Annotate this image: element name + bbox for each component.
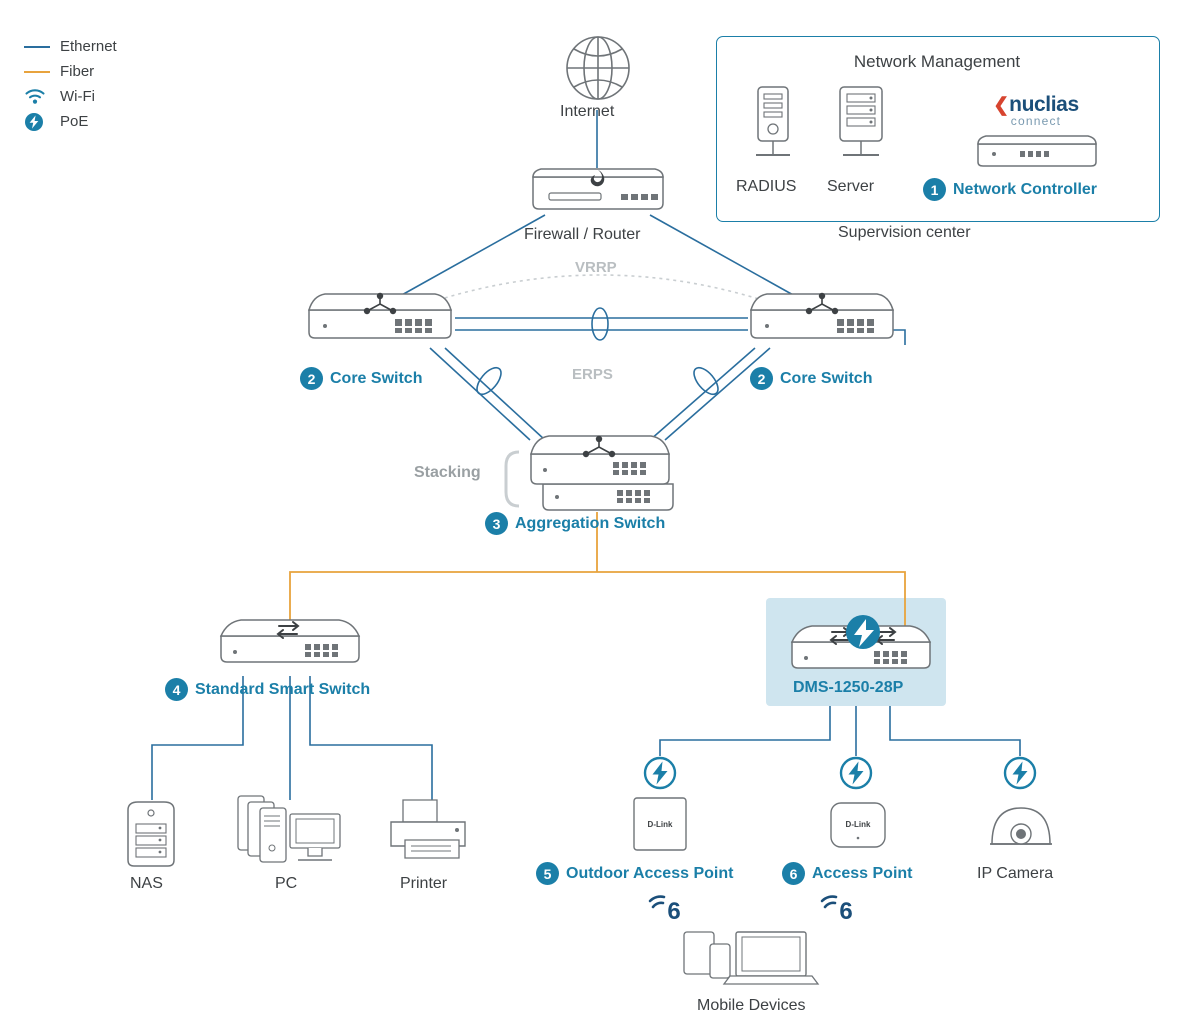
- core-switch-left-caption: [300, 367, 422, 390]
- aggregation-switch-caption: [485, 512, 665, 535]
- legend-item-wifi: [24, 84, 204, 109]
- firewall-label: Firewall / Router: [524, 226, 641, 243]
- standard-smart-switch-caption: [165, 678, 370, 701]
- standard-smart-switch-label: Standard Smart Switch: [195, 680, 371, 698]
- mobile-devices-label: Mobile Devices: [697, 997, 806, 1014]
- server-label: Server: [827, 178, 875, 195]
- svg-text:6: 6: [667, 898, 681, 923]
- core-switch-right-icon: [745, 288, 899, 351]
- stacking-label: Stacking: [414, 464, 481, 481]
- badge-3: 3: [485, 512, 508, 535]
- svg-text:D-Link: D-Link: [845, 820, 871, 829]
- legend: [24, 34, 204, 134]
- nuclias-sub: connect: [1010, 114, 1062, 128]
- radius-label: RADIUS: [736, 178, 797, 195]
- wifi-icon: [24, 88, 60, 105]
- poe-icon-outdoor-ap: [643, 756, 677, 795]
- printer-icon: [385, 796, 481, 871]
- link-core-right-agg-a: [665, 348, 770, 440]
- access-point-icon: [828, 800, 888, 855]
- badge-1: 1: [923, 178, 946, 201]
- svg-text:6: 6: [839, 898, 853, 923]
- network-controller-caption: [923, 178, 1097, 201]
- core-switch-left-label: Core Switch: [330, 369, 423, 387]
- core-switch-left-icon: [303, 288, 457, 351]
- legend-label: PoE: [60, 113, 89, 130]
- network-management-title: Network Management: [853, 52, 1021, 71]
- core-switch-right-caption: [750, 367, 872, 390]
- pc-label: PC: [275, 875, 298, 892]
- mobile-devices-icon: [680, 928, 830, 995]
- firewall-router-icon: [525, 163, 671, 220]
- poe-icon: [24, 112, 60, 132]
- pc-icon: [236, 792, 348, 873]
- standard-smart-switch-icon: [215, 612, 365, 675]
- fiber-line-icon: [24, 71, 60, 73]
- supervision-center-label: Supervision center: [838, 224, 971, 241]
- wifi6-icon-outdoor: [648, 893, 684, 930]
- dms-switch-icon: [786, 614, 936, 681]
- legend-item-fiber: [24, 59, 204, 84]
- network-controller-label: Network Controller: [953, 180, 1098, 198]
- svg-text:D-Link: D-Link: [647, 820, 673, 829]
- link-vrrp: [438, 275, 762, 300]
- legend-label: Ethernet: [60, 38, 117, 55]
- ip-camera-icon: [988, 798, 1054, 857]
- loop-marker-right: [690, 364, 723, 399]
- legend-item-ethernet: [24, 34, 204, 59]
- badge-6: 6: [782, 862, 805, 885]
- legend-label: Wi-Fi: [60, 88, 95, 105]
- internet-globe-icon: [563, 33, 633, 108]
- aggregation-switch-label: Aggregation Switch: [515, 514, 666, 532]
- nuclias-caret-icon: ❮: [993, 95, 1010, 116]
- badge-4: 4: [165, 678, 188, 701]
- poe-icon-camera: [1003, 756, 1037, 795]
- nuclias-logo: [980, 93, 1092, 128]
- aggregation-switch-icon: [519, 424, 679, 521]
- link-dms-camera: [890, 706, 1020, 756]
- loop-marker-left: [473, 364, 506, 399]
- link-dms-outdoor-ap: [660, 706, 830, 756]
- radius-icon: [748, 85, 798, 172]
- erps-label: ERPS: [572, 366, 613, 383]
- badge-2-left: 2: [300, 367, 323, 390]
- link-firewall-core-right: [650, 215, 795, 296]
- badge-5: 5: [536, 862, 559, 885]
- nas-icon: [122, 798, 180, 873]
- access-point-caption: [782, 862, 912, 885]
- dms-label: DMS-1250-28P: [793, 679, 904, 696]
- stacking-bracket: [506, 452, 519, 506]
- core-switch-right-label: Core Switch: [780, 369, 873, 387]
- outdoor-access-point-caption: [536, 862, 733, 885]
- poe-icon-ap: [839, 756, 873, 795]
- server-icon: [832, 85, 890, 172]
- ip-camera-label: IP Camera: [977, 865, 1054, 882]
- link-core-left-agg-a: [430, 348, 530, 440]
- wifi6-icon-ap: [820, 893, 856, 930]
- vrrp-label: VRRP: [575, 259, 617, 276]
- ethernet-line-icon: [24, 46, 60, 48]
- nas-label: NAS: [130, 875, 163, 892]
- loop-marker-center: [592, 308, 608, 340]
- nuclias-name: nuclias: [1009, 93, 1079, 116]
- access-point-label: Access Point: [812, 864, 913, 882]
- outdoor-access-point-icon: [630, 794, 690, 859]
- internet-label: Internet: [560, 103, 615, 120]
- printer-label: Printer: [400, 875, 448, 892]
- badge-2-right: 2: [750, 367, 773, 390]
- network-controller-icon: [972, 132, 1102, 177]
- legend-label: Fiber: [60, 63, 95, 80]
- legend-item-poe: [24, 109, 204, 134]
- outdoor-access-point-label: Outdoor Access Point: [566, 864, 734, 882]
